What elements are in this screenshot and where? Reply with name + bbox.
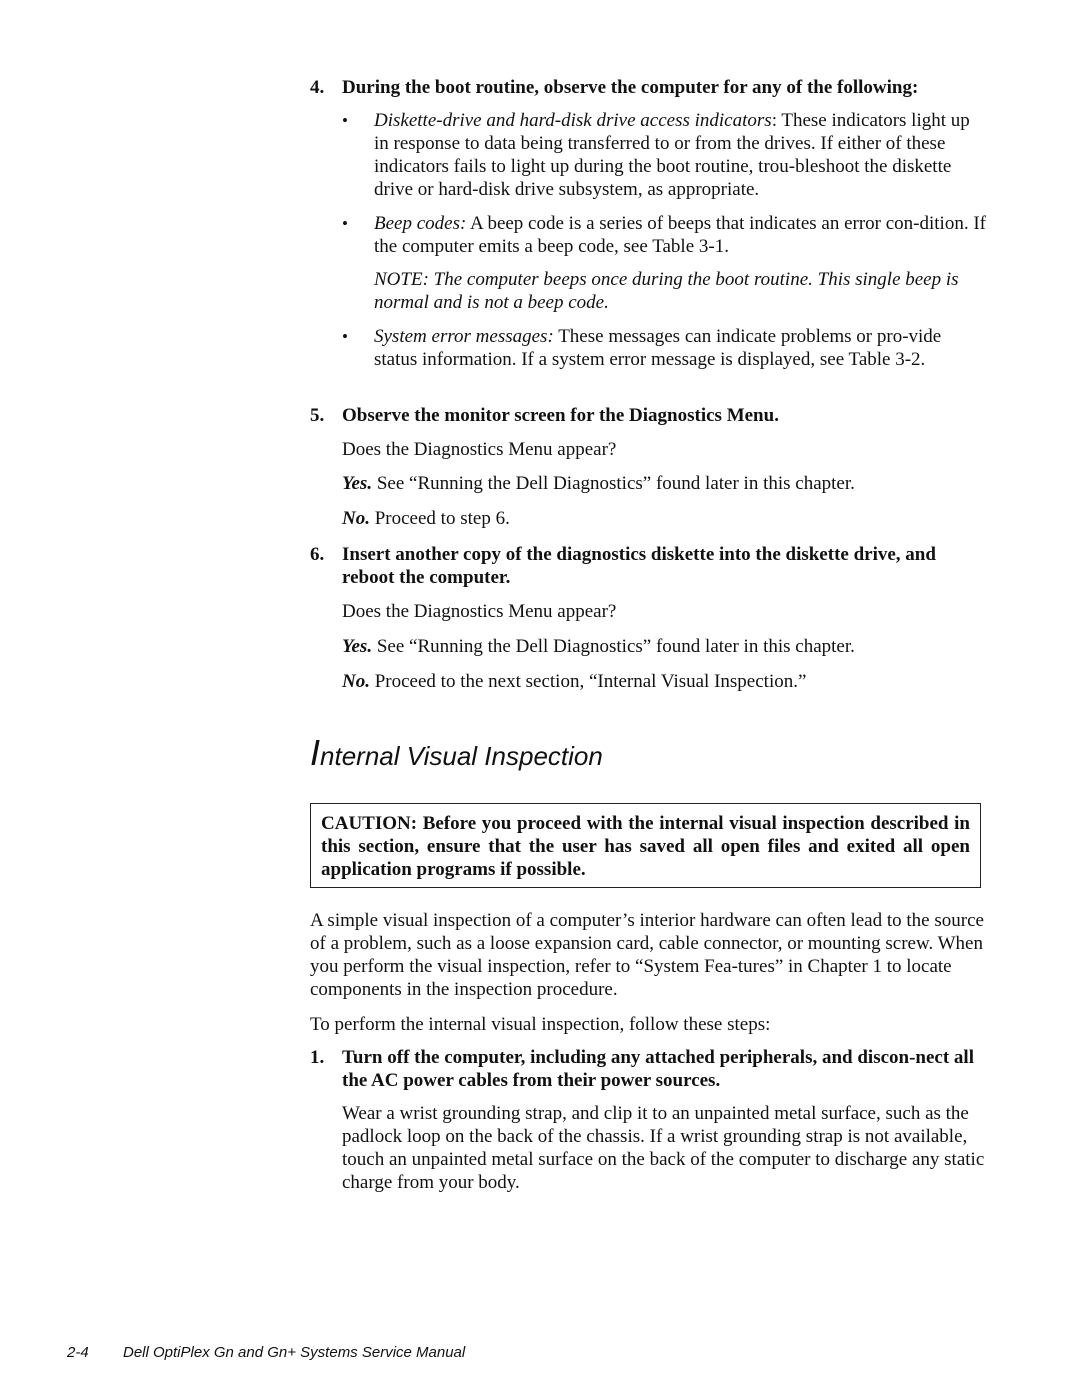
step-6-heading xyxy=(310,543,990,589)
no-answer: No. Proceed to step 6. xyxy=(342,508,510,529)
no-label: No. xyxy=(342,671,370,692)
bullet-text: These indicators light up in response to data being transferred to or from the drives. If either of these indicators fails to light up during the boot routine, trou-bleshoot the diskette drive or hard-disk drive subsystem, as appropriate. xyxy=(374,110,970,200)
bullet-text: These messages can indicate problems or pro-vide status information. If a system error message is displayed, see Table 3-2. xyxy=(374,326,942,370)
bullet-dot-icon: • xyxy=(342,214,348,233)
bullet-item: • Diskette-drive and hard-disk drive access indicators: These indicators light up in response to data being transferred to or from the drives. If either of these indicators fails to light up during the boot routine, trou-bleshoot the diskette drive or hard-disk drive subsystem, as appropriate. xyxy=(342,110,970,200)
step-text: Turn off the computer, including any attached peripherals, and discon-nect all the AC power cables from their power sources. xyxy=(342,1047,974,1091)
page-number: 2-4 xyxy=(67,1344,89,1361)
no-label: No. xyxy=(342,508,370,529)
inspection-step-1-heading xyxy=(310,1046,990,1092)
bullet-item xyxy=(342,212,987,258)
page-footer xyxy=(67,1344,465,1362)
question-text: Does the Diagnostics Menu appear? xyxy=(342,601,617,622)
yes-label: Yes. xyxy=(342,473,373,494)
step-number: 1. xyxy=(310,1047,325,1068)
step-number: 4. xyxy=(310,77,325,98)
step-text: During the boot routine, observe the computer for any of the following: xyxy=(342,77,919,98)
yes-label: Yes. xyxy=(342,636,373,657)
bullet-term: System error messages: xyxy=(374,326,554,347)
bullet-item xyxy=(342,325,987,371)
step-1-body: Wear a wrist grounding strap, and clip it to an unpainted metal surface, such as the padlock loop on the back of the chassis. If a wrist grounding strap is not available, touch an unpainted metal surface on the back of the computer to discharge any static charge from your body. xyxy=(342,1103,985,1193)
note-text: NOTE: The computer beeps once during the boot routine. This single beep is normal and is not a beep code. xyxy=(374,269,959,313)
step-text: Insert another copy of the diagnostics diskette into the diskette drive, and reboot the computer. xyxy=(342,544,936,588)
lead-paragraph: To perform the internal visual inspection, follow these steps: xyxy=(310,1014,771,1035)
step-number: 6. xyxy=(310,544,325,565)
step-5-heading xyxy=(310,404,990,427)
no-answer: No. Proceed to the next section, “Internal Visual Inspection.” xyxy=(342,671,807,692)
bullet-text: A beep code is a series of beeps that indicates an error con-dition. If the computer emits a beep code, see Table 3-1. xyxy=(374,213,986,257)
bullet-dot-icon: • xyxy=(342,327,348,346)
bullet-dot-icon: • xyxy=(342,111,348,130)
step-number: 5. xyxy=(310,405,325,426)
step-4-heading xyxy=(310,76,990,99)
question-text: Does the Diagnostics Menu appear? xyxy=(342,439,617,460)
intro-paragraph: A simple visual inspection of a computer’s interior hardware can often lead to the source of a problem, such as a loose expansion card, cable connector, or mounting screw. When you perform the visual inspection, refer to “System Fea-tures” in Chapter 1 to locate components in the inspection procedure. xyxy=(310,910,984,1000)
yes-answer: Yes. See “Running the Dell Diagnostics” found later in this chapter. xyxy=(342,473,855,494)
bullet-term: Beep codes: xyxy=(374,213,467,234)
section-heading: Internal Visual Inspection xyxy=(310,732,603,773)
manual-title: Dell OptiPlex Gn and Gn+ Systems Service Manual xyxy=(123,1344,466,1361)
caution-box: CAUTION: Before you proceed with the internal visual inspection described in this section, ensure that the user has saved all open files and exited all open application programs if possible. xyxy=(310,803,981,888)
bullet-term: Diskette-drive and hard-disk drive access indicators xyxy=(374,110,772,131)
yes-answer: Yes. See “Running the Dell Diagnostics” found later in this chapter. xyxy=(342,636,855,657)
step-text: Observe the monitor screen for the Diagnostics Menu. xyxy=(342,405,779,426)
